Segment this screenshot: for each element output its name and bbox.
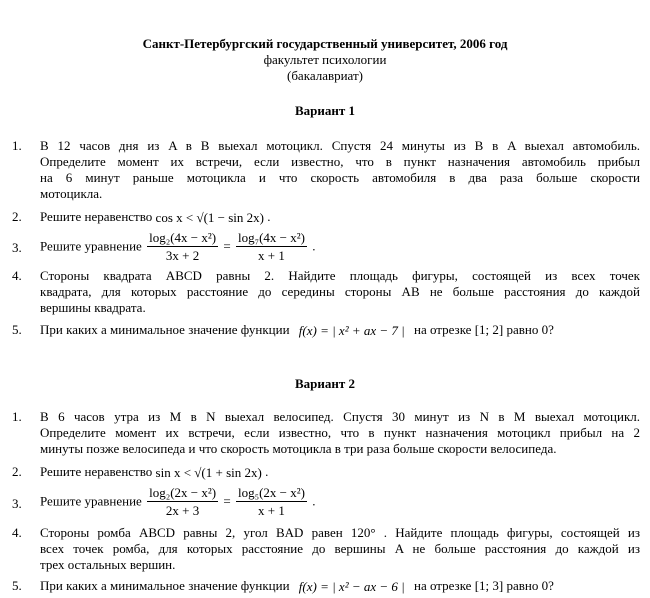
problem-text-line: Определите момент их встречи, если известно, что в пункт назначения автомобиль прибыл [40,154,640,169]
problem-text: При каких a минимальное значение функции [40,322,290,337]
lhs-denominator: 2x + 3 [165,503,200,518]
lhs-denominator: 3x + 2 [165,248,200,263]
function-formula: f(x) = | x² − ax − 6 | [298,579,405,595]
equation-rhs-fraction [236,484,307,519]
problem-number: 4. [12,525,22,540]
function-formula: f(x) = | x² + ax − 7 | [298,323,405,339]
problem-number: 3. [12,496,22,511]
rhs-denominator: x + 1 [258,503,285,518]
equation-lhs-fraction [147,229,218,264]
problem-text-line: минуты позже велосипеда и что скорость мотоцикла в три раза больше скорости велосипеда. [40,441,557,456]
problem-number: 1. [12,138,22,153]
problem-text-line: мотоцикла. [40,186,103,201]
faculty-line: факультет психологии [263,52,387,67]
university-heading: Санкт-Петербургский государственный университет, 2006 год [142,36,508,51]
problem-text-line: В 6 часов утра из M в N выехал велосипед. Спустя 30 минут из N в M выехал мотоцикл. [40,409,640,424]
degree-line: (бакалавриат) [286,68,363,83]
problem-text-line: квадрата, для которых расстояние до середины стороны AB не больше расстояния до каждой [40,284,640,299]
lhs-numerator: log₂(2x − x²) [149,485,217,500]
problem-number: 5. [12,322,22,337]
problem-text: Решите неравенство [40,464,153,479]
problem-number: 5. [12,578,22,593]
problem-text: Решите неравенство [40,209,153,224]
problem-text: При каких a минимальное значение функции [40,578,290,593]
problem-text-line: на 6 минут раньше мотоцикла и что скорость автомобиля в два раза больше скорости [40,170,640,185]
problem-text: Решите уравнение [40,493,142,509]
equation-lhs-fraction [147,484,218,519]
problem-tail: на отрезке [1; 3] равно 0? [413,578,554,593]
inequality-formula: cos x < √(1 − sin 2x) [155,210,265,226]
lhs-numerator: log₂(4x − x²) [149,230,217,245]
problem-number: 1. [12,409,22,424]
variant-2-title: Вариант 2 [294,376,356,391]
problem-number: 3. [12,240,22,255]
problem-text-line: трех остальных вершин. [40,557,176,572]
rhs-denominator: x + 1 [258,248,285,263]
problem-number: 2. [12,464,22,479]
problem-text: Решите уравнение [40,238,142,254]
problem-text-line: Определите момент их встречи, если известно, что в пункт назначения мотоцикл прибыл на 2 [40,425,640,440]
inequality-formula: sin x < √(1 + sin 2x) [155,465,262,481]
problem-tail: на отрезке [1; 2] равно 0? [413,322,554,337]
problem-text-line: В 12 часов дня из A в B выехал мотоцикл. Спустя 24 минуты из B в A выехал автомобиль. [40,138,640,153]
equation-rhs-fraction [236,229,307,264]
rhs-numerator: log₅(2x − x²) [237,485,305,500]
problem-number: 4. [12,268,22,283]
rhs-numerator: log₇(4x − x²) [237,230,305,245]
variant-1-title: Вариант 1 [294,103,356,118]
problem-text-line: вершины квадрата. [40,300,146,315]
problem-text-line: всех точек ромба, для которых расстояние до вершины A не больше расстояния до каждой из [40,541,640,556]
problem-number: 2. [12,209,22,224]
problem-text-line: Стороны ромба ABCD равны 2, угол BAD равен 120° . Найдите площадь фигуры, состоящей из [40,525,640,540]
problem-text-line: Стороны квадрата ABCD равны 2. Найдите площадь фигуры, состоящей из всех точек [40,268,640,283]
